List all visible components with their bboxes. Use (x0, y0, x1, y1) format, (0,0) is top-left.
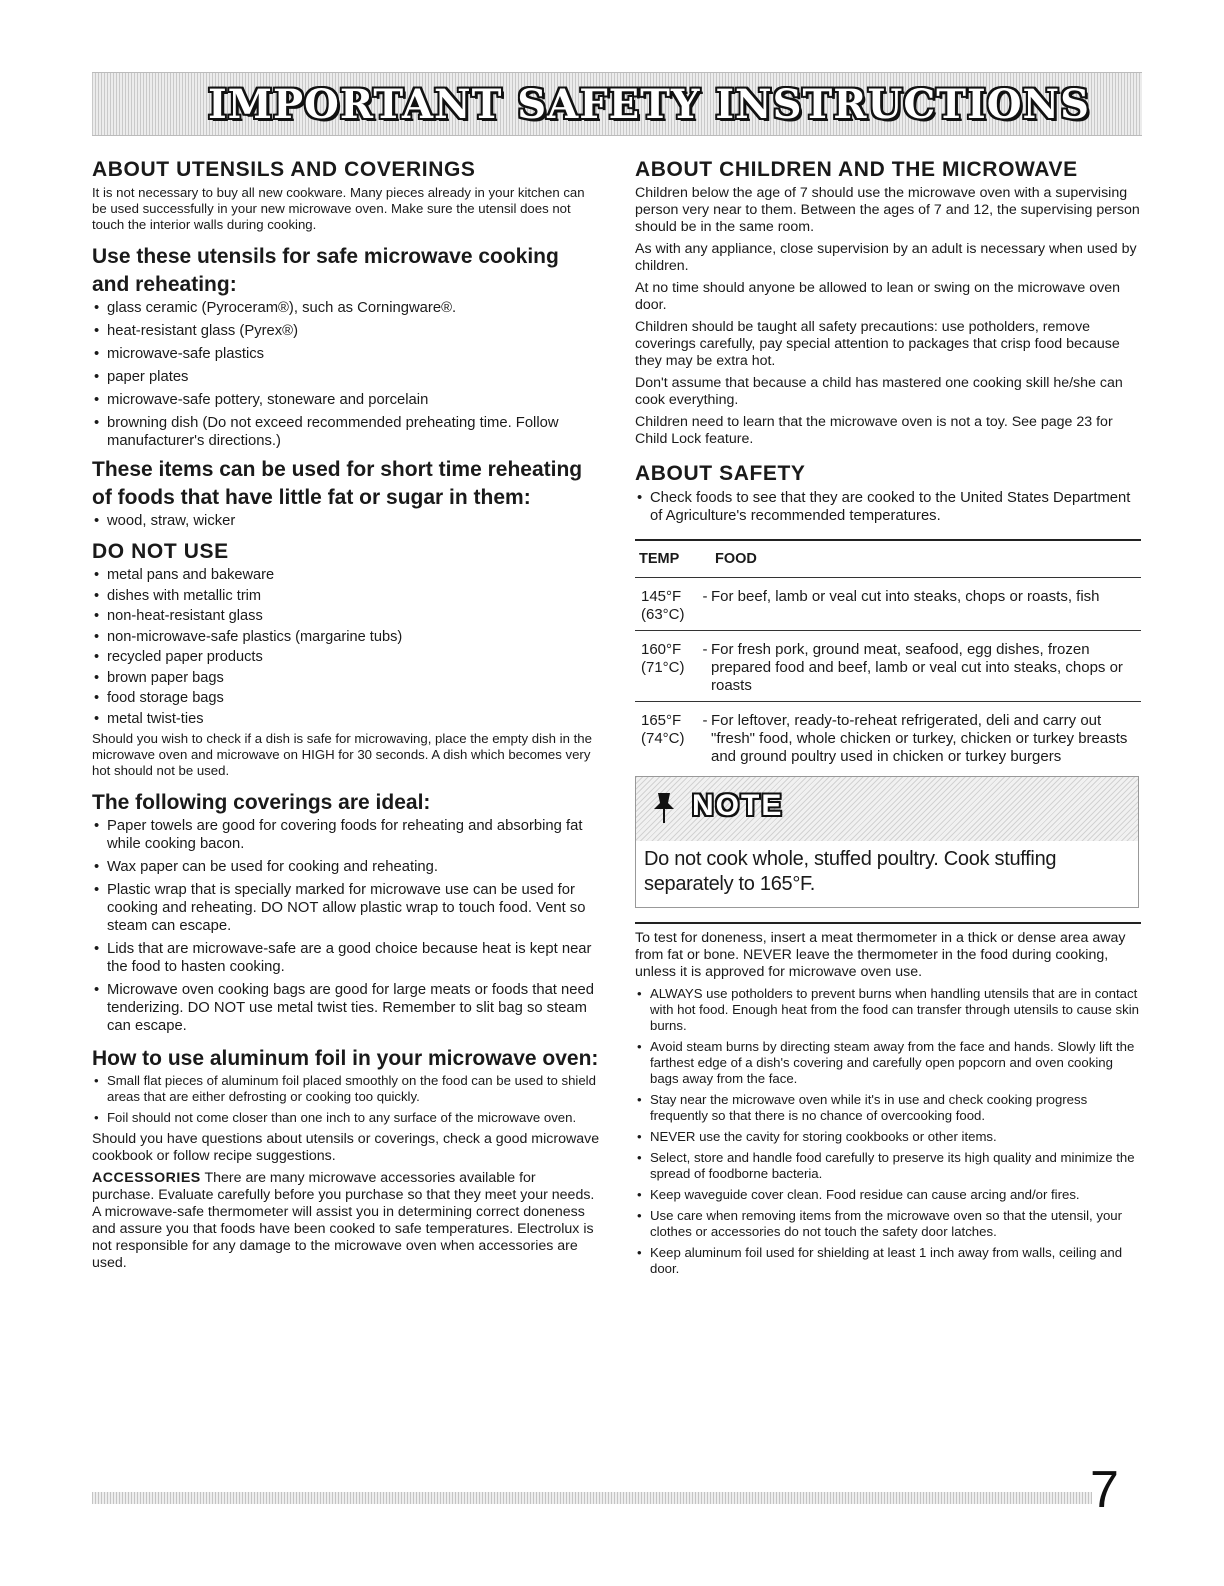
list-item: • Keep aluminum foil used for shielding at least 1 inch away from walls, ceiling and door. (635, 1245, 1141, 1277)
list-item: • wood, straw, wicker (92, 512, 600, 530)
table-header-row (635, 540, 1141, 578)
food-cell: For leftover, ready-to-reheat refrigerated, deli and carry out "fresh" food, whole chicken or turkey, chicken or turkey breasts and ground poultry used in chicken or turkey burgers (711, 712, 1128, 765)
list-item: • metal twist-ties (92, 711, 600, 729)
short-reheat-list (92, 512, 600, 530)
list-item: • recycled paper products (92, 649, 600, 667)
accessories-paragraph (92, 1170, 600, 1272)
list-item: • Wax paper can be used for cooking and reheating. (92, 858, 600, 876)
list-item: • Lids that are microwave-safe are a good choice because heat is kept near the food to hasten cooking. (92, 940, 600, 976)
list-item: • metal pans and bakeware (92, 567, 600, 585)
list-item: • dishes with metallic trim (92, 588, 600, 606)
do-not-use-list (92, 567, 600, 728)
foil-list (92, 1073, 600, 1126)
children-paragraph: Children should be taught all safety precautions: use potholders, remove coverings carefully, pay special attention to packages that crisp food because they may be extra hot. (635, 319, 1120, 369)
safety-heading: ABOUT SAFETY (635, 462, 806, 485)
list-item: • Plastic wrap that is specially marked for microwave use can be used for cooking and reheating. DO NOT allow plastic wrap to touch food. Vent so steam can escape. (92, 881, 600, 935)
children-paragraph: At no time should anyone be allowed to lean or swing on the microwave oven door. (635, 280, 1121, 313)
children-paragraph: Don't assume that because a child has mastered one cooking skill he/she can cook everything. (635, 375, 1123, 408)
children-paragraph: As with any appliance, close supervision by an adult is necessary when used by children. (635, 241, 1137, 274)
coverings-heading: The following coverings are ideal: (92, 791, 431, 814)
divider (635, 922, 1141, 930)
page-number: 7 (1090, 1461, 1119, 1519)
note-title: NOTE (692, 789, 784, 822)
temp-c: (63°C) (641, 606, 685, 623)
page-title: IMPORTANT SAFETY INSTRUCTIONS (207, 81, 1090, 128)
utensils-heading: ABOUT UTENSILS AND COVERINGS (92, 158, 476, 181)
list-item: • browning dish (Do not exceed recommended preheating time. Follow manufacturer's directions.) (92, 414, 600, 450)
list-item: • heat-resistant glass (Pyrex®) (92, 322, 600, 340)
pushpin-icon (650, 789, 680, 825)
foil-heading: How to use aluminum foil in your microwave oven: (92, 1047, 599, 1070)
list-item: • brown paper bags (92, 670, 600, 688)
list-item: • Stay near the microwave oven while it's in use and check cooking progress frequently so that there is no chance of overcooking food. (635, 1092, 1141, 1124)
accessories-label: ACCESSORIES (92, 1170, 201, 1186)
list-item: • non-microwave-safe plastics (margarine tubs) (92, 629, 600, 647)
list-item: • Foil should not come closer than one inch to any surface of the microwave oven. (92, 1110, 600, 1126)
accessories-text: There are many microwave accessories available for purchase. Evaluate carefully before you purchase so that they meet your needs. A microwave-safe thermometer will assist you in determining correct doneness and assure you that foods have been cooked to safe temperatures. Electrolux is not responsible for any damage to the microwave oven when accessories are used. (92, 1170, 595, 1271)
list-item: • NEVER use the cavity for storing cookbooks or other items. (635, 1129, 1141, 1145)
title-banner (92, 72, 1142, 136)
coverings-list (92, 817, 600, 1035)
list-item: • Paper towels are good for covering foods for reheating and absorbing fat while cooking bacon. (92, 817, 600, 853)
food-column-header: FOOD (711, 540, 1141, 578)
list-item: • Select, store and handle food carefully to preserve its high quality and minimize the spread of foodborne bacteria. (635, 1150, 1141, 1182)
children-paragraph: Children below the age of 7 should use the microwave oven with a supervising person very near to them. Between the ages of 7 and 12, the supervising person should be in the same room. (635, 185, 1140, 235)
safety-tips-list (635, 986, 1141, 1277)
list-item: • Keep waveguide cover clean. Food residue can cause arcing and/or fires. (635, 1187, 1141, 1203)
table-row: 160°F (71°C) - For fresh pork, ground meat, seafood, egg dishes, frozen prepared food and beef, lamb or veal cut into steaks, chops or roasts (635, 631, 1141, 702)
doneness-paragraph: To test for doneness, insert a meat thermometer in a thick or dense area away from fat or bone. NEVER leave the thermometer in the food during cooking, unless it is approved for microwave oven use. (635, 930, 1126, 980)
list-item: • paper plates (92, 368, 600, 386)
list-item: • Use care when removing items from the microwave oven so that the utensil, your clothes or accessories do not touch the safety door latches. (635, 1208, 1141, 1240)
utensils-intro: It is not necessary to buy all new cookware. Many pieces already in your kitchen can be used successfully in your new microwave oven. Make sure the utensil does not touch the interior walls during cooking. (92, 185, 585, 232)
list-item: • Microwave oven cooking bags are good for large meats or foods that need tenderizing. DO NOT use metal twist ties. Remember to slit bag so steam can escape. (92, 981, 600, 1035)
left-column (92, 158, 600, 1277)
list-item: • microwave-safe plastics (92, 345, 600, 363)
temperature-table (635, 539, 1141, 772)
short-reheat-heading: These items can be used for short time reheating of foods that have little fat or sugar in them: (92, 458, 583, 509)
list-item: • non-heat-resistant glass (92, 608, 600, 626)
list-item: • microwave-safe pottery, stoneware and porcelain (92, 391, 600, 409)
list-item: • ALWAYS use potholders to prevent burns when handling utensils that are in contact with hot food. Enough heat from the food can transfer through utensils to cause skin burns. (635, 986, 1141, 1034)
table-row: 145°F (63°C) - For beef, lamb or veal cut into steaks, chops or roasts, fish (635, 578, 1141, 631)
note-box (635, 776, 1139, 908)
temp-f: 165°F (641, 712, 682, 729)
temp-f: 160°F (641, 641, 682, 658)
list-item: • Small flat pieces of aluminum foil placed smoothly on the food can be used to shield areas that are either defrosting or cooking too quickly. (92, 1073, 600, 1105)
food-cell: For beef, lamb or veal cut into steaks, chops or roasts, fish (711, 578, 1141, 631)
temp-c: (71°C) (641, 659, 685, 676)
safety-list (635, 489, 1141, 525)
note-header (636, 777, 1138, 841)
dish-test-paragraph: Should you wish to check if a dish is safe for microwaving, place the empty dish in the microwave oven and microwave on HIGH for 30 seconds. A dish which becomes very hot should not be used. (92, 731, 592, 778)
food-cell: For fresh pork, ground meat, seafood, egg dishes, frozen prepared food and beef, lamb or veal cut into steaks, chops or roasts (711, 631, 1141, 702)
temp-f: 145°F (641, 588, 682, 605)
temp-column-header: TEMP (635, 540, 711, 578)
list-item: • Avoid steam burns by directing steam away from the face and hands. Slowly lift the farthest edge of a dish's covering and carefully open popcorn and oven cooking bags away from the face. (635, 1039, 1141, 1087)
safe-utensils-list (92, 299, 600, 450)
list-item: • glass ceramic (Pyroceram®), such as Corningware®. (92, 299, 600, 317)
note-text: Do not cook whole, stuffed poultry. Cook stuffing separately to 165°F. (644, 848, 1057, 895)
right-column (635, 158, 1141, 1282)
safe-utensils-heading: Use these utensils for safe microwave cooking and reheating: (92, 245, 559, 296)
questions-paragraph: Should you have questions about utensils or coverings, check a good microwave cookbook or follow recipe suggestions. (92, 1131, 600, 1164)
temp-c: (74°C) (641, 730, 685, 747)
footer-bar (92, 1492, 1092, 1504)
table-row: 165°F (74°C) - For leftover, ready-to-reheat refrigerated, deli and carry out "fresh" food, whole chicken or turkey, chicken or turkey breasts and ground poultry used in chicken or turkey burgers (635, 702, 1141, 773)
list-item: • food storage bags (92, 690, 600, 708)
children-paragraph: Children need to learn that the microwave oven is not a toy. See page 23 for Child Lock feature. (635, 414, 1113, 447)
children-heading: ABOUT CHILDREN AND THE MICROWAVE (635, 158, 1078, 181)
do-not-use-heading: DO NOT USE (92, 540, 229, 563)
list-item: • Check foods to see that they are cooked to the United States Department of Agriculture's recommended temperatures. (635, 489, 1141, 525)
